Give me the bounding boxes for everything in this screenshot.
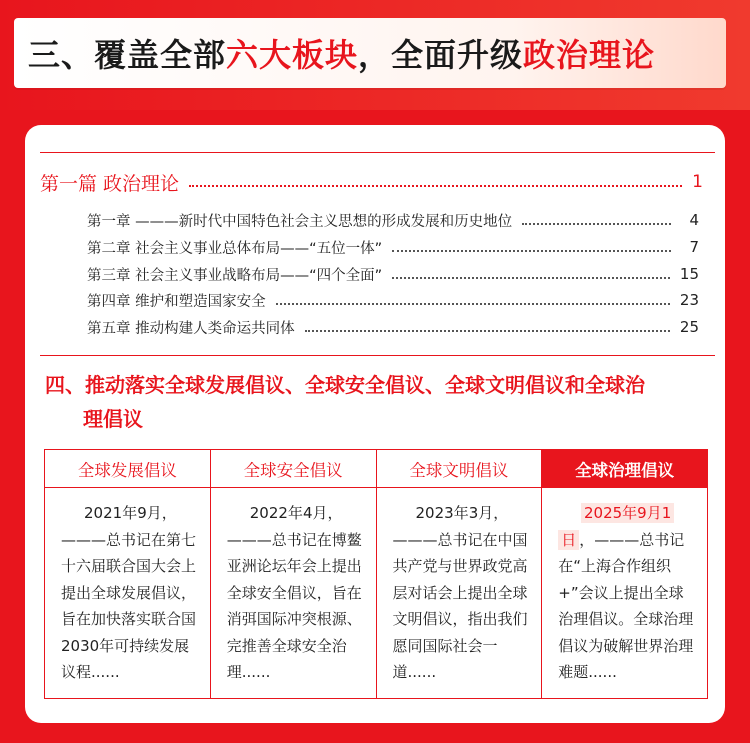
toc-chapter-page: 15 <box>679 265 699 283</box>
content-card <box>25 125 725 723</box>
section-4-line-1: 四、推动落实全球发展倡议、全球安全倡议、全球文明倡议和全球治 <box>45 373 645 397</box>
toc-leader <box>305 330 670 332</box>
initiatives-table <box>44 449 708 699</box>
toc-leader <box>392 277 670 279</box>
toc-chapter-label: 第五章 推动构建人类命运共同体 <box>87 320 295 337</box>
page-title <box>14 18 726 88</box>
initiative-text: ，———总书记在“上海合作组织+”会议上提出全球治理倡议。全球治理倡议为破解世界治理难题...... <box>558 530 694 681</box>
highlighted-date-end: 日 <box>558 530 579 550</box>
toc-leader <box>276 303 670 305</box>
toc-chapter-label: 第四章 维护和塑造国家安全 <box>87 293 266 310</box>
toc-part-page: 1 <box>692 172 703 192</box>
initiative-column <box>211 450 377 698</box>
initiative-text: ———总书记在中国共产党与世界政党高层对话会上提出全球文明倡议，指出我们愿同国际社会一道...... <box>392 530 528 681</box>
toc-chapter-row <box>87 289 699 311</box>
toc-chapter-label: 第二章 社会主义事业总体布局——“五位一体” <box>87 240 383 257</box>
toc-part-row <box>40 169 703 195</box>
title-part-4: 政治理论 <box>523 36 656 74</box>
toc-chapter-page: 4 <box>689 211 699 229</box>
initiative-text: ———总书记在第七十六届联合国大会上提出全球发展倡议，旨在加快落实联合国2030年可持续发展议程...... <box>61 530 197 681</box>
initiative-column <box>377 450 543 698</box>
toc-leader <box>189 185 682 187</box>
initiative-body <box>211 488 376 686</box>
toc-chapter-label: 第一章 ———新时代中国特色社会主义思想的形成发展和历史地位 <box>87 213 513 230</box>
initiative-title: 全球文明倡议 <box>377 450 542 488</box>
initiative-title: 全球安全倡议 <box>211 450 376 488</box>
top-divider <box>40 152 715 153</box>
initiative-body <box>377 488 542 686</box>
title-part-1: 三、覆盖全部 <box>28 36 227 74</box>
toc-chapter-row <box>87 316 699 338</box>
initiative-text: ———总书记在博鳌亚洲论坛年会上提出全球安全倡议，旨在消弭国际冲突根源、完推善全球安全治理...... <box>226 530 362 681</box>
toc-chapter-label: 第三章 社会主义事业战略布局——“四个全面” <box>87 267 383 284</box>
toc-leader <box>522 223 671 225</box>
toc-part-label: 第一篇 政治理论 <box>40 172 180 195</box>
initiative-title: 全球治理倡议 <box>542 450 707 488</box>
initiative-body <box>542 488 707 686</box>
initiative-date <box>558 500 697 527</box>
title-part-3: ，全面升级 <box>358 36 524 74</box>
toc-chapter-row <box>87 209 699 231</box>
highlighted-date: 2025年9月1 <box>581 503 674 523</box>
toc-chapter-page: 25 <box>679 318 699 336</box>
initiative-column <box>45 450 211 698</box>
toc-leader <box>392 250 671 252</box>
initiative-title: 全球发展倡议 <box>45 450 210 488</box>
initiative-column <box>542 450 707 698</box>
section-divider <box>40 355 715 356</box>
initiative-date: 2022年4月， <box>249 504 343 522</box>
initiative-date: 2021年9月， <box>84 504 177 522</box>
toc-chapter-row <box>87 263 699 285</box>
section-4-heading <box>45 368 715 436</box>
initiative-body <box>45 488 210 686</box>
toc-chapter-page: 23 <box>679 291 699 309</box>
initiative-date: 2023年3月， <box>415 504 509 522</box>
toc-chapter-row <box>87 236 699 258</box>
toc-chapter-page: 7 <box>689 238 699 256</box>
title-part-2: 六大板块 <box>226 36 359 74</box>
section-4-line-2: 理倡议 <box>83 407 143 431</box>
